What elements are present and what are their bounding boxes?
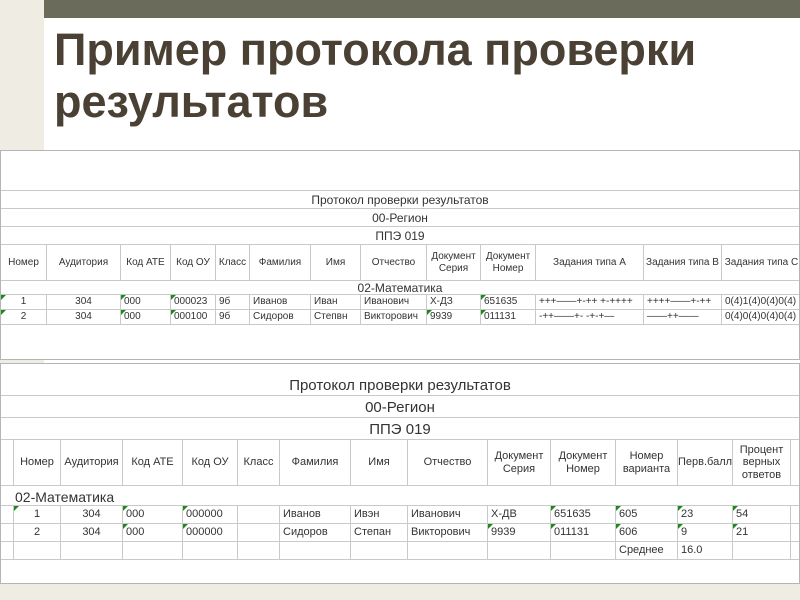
sheet2-empty-cell xyxy=(733,542,791,559)
sheet1-title-row xyxy=(1,191,799,209)
sheet2-cell: 1 xyxy=(13,506,61,523)
sheet2-region: 00-Регион xyxy=(365,399,435,416)
sheet2-blank-row xyxy=(1,364,799,374)
sheet1-blank-row xyxy=(1,151,799,191)
sheet2-header-cell: Номер варианта xyxy=(616,440,678,485)
sheet2-header-cell: Фамилия xyxy=(280,440,351,485)
sheet2-cell: 011131 xyxy=(551,524,616,541)
sheet1-cell: Степвн xyxy=(311,310,361,324)
sheet1-cell: 651635 xyxy=(481,295,536,309)
sheet1-cell: 2 xyxy=(1,310,47,324)
sheet1-cell: Сидоров xyxy=(250,310,311,324)
sheet1-cell: 1 xyxy=(1,295,47,309)
sheet1-cell: Иванович xyxy=(361,295,427,309)
sheet1-group-row xyxy=(1,281,799,295)
slide-bottom-bar xyxy=(0,584,800,600)
sheet2-header-row xyxy=(1,440,799,486)
sheet2-cell: 000 xyxy=(123,524,183,541)
sheet2-ppe: ППЭ 019 xyxy=(369,421,431,438)
sheet1-cell: 000100 xyxy=(171,310,216,324)
sheet2-empty-cell xyxy=(408,542,488,559)
slide-title xyxy=(54,24,774,128)
sheet1-cell: -++——+- -+-+— xyxy=(536,310,644,324)
slide-title-line-2: результатов xyxy=(54,76,329,127)
sheet2-cell: 2 xyxy=(13,524,61,541)
sheet1-cell: Иванов xyxy=(250,295,311,309)
sheet2-cell: 304 xyxy=(61,524,123,541)
sheet2-average-row xyxy=(1,542,799,560)
sheet1-header-cell: Код АТЕ xyxy=(121,245,171,280)
sheet2-cell: 54 xyxy=(733,506,791,523)
sheet2-empty-cell xyxy=(551,542,616,559)
sheet2-cell: Иванович xyxy=(408,506,488,523)
sheet2-empty-cell xyxy=(183,542,238,559)
sheet2-empty-cell xyxy=(13,542,61,559)
sheet2-cell xyxy=(238,506,280,523)
sheet1-header-cell: Задания типа А xyxy=(536,245,644,280)
sheet2-header-cell: Процент верных ответов xyxy=(733,440,791,485)
sheet2-header-cell: Имя xyxy=(351,440,408,485)
sheet1-header-cell: Аудитория xyxy=(47,245,121,280)
sheet2-cell: 9939 xyxy=(488,524,551,541)
sheet2-cell: 000000 xyxy=(183,506,238,523)
sheet2-empty-cell xyxy=(123,542,183,559)
sheet2-group: 02-Математика xyxy=(15,489,115,505)
sheet1-cell: 0(4)0(4)0(4)0(4) xyxy=(725,311,797,323)
sheet1-header-cell: Задания типа С xyxy=(724,256,799,268)
sheet1-region-row xyxy=(1,209,799,227)
sheet2-cell: 21 xyxy=(733,524,791,541)
table-row xyxy=(1,310,799,325)
sheet2-header-cell: Код АТЕ xyxy=(123,440,183,485)
sheet1-region: 00-Регион xyxy=(372,211,428,225)
sheet1-cell: 011131 xyxy=(481,310,536,324)
sheet2-cell: Викторович xyxy=(408,524,488,541)
sheet2-header-cell: Документ Номер xyxy=(551,440,616,485)
sheet2-header-cell: Номер xyxy=(13,440,61,485)
sheet2-empty-cell xyxy=(280,542,351,559)
sheet2-empty-cell xyxy=(351,542,408,559)
sheet2-cell: Сидоров xyxy=(280,524,351,541)
sheet1-cell: 000023 xyxy=(171,295,216,309)
sheet1-cell: Викторович xyxy=(361,310,427,324)
table-row xyxy=(1,295,799,310)
sheet1-header-cell: Отчество xyxy=(361,245,427,280)
slide-title-line-1: Пример протокола проверки xyxy=(54,24,697,75)
sheet2-cell: 651635 xyxy=(551,506,616,523)
sheet2-title-row xyxy=(1,374,799,396)
sheet2-cell: 000000 xyxy=(183,524,238,541)
sheet1-cell: 0(4)1(4)0(4)0(4) xyxy=(725,296,797,308)
sheet1-header-row xyxy=(1,245,799,281)
sheet2-cell: 9 xyxy=(678,524,733,541)
sheet2-empty-cell xyxy=(488,542,551,559)
sheet2-cell: Х-ДВ xyxy=(488,506,551,523)
sheet2-title: Протокол проверки результатов xyxy=(289,377,511,394)
sheet1-cell: Х-ДЗ xyxy=(427,295,481,309)
sheet2-average-label: Среднее xyxy=(616,542,678,559)
sheet1-cell: 9939 xyxy=(427,310,481,324)
sheet1-header-cell: Документ Серия xyxy=(427,245,481,280)
sheet1-header-cell: Фамилия xyxy=(250,245,311,280)
sheet2-header-cell: Отчество xyxy=(408,440,488,485)
sheet1-cell: Иван xyxy=(311,295,361,309)
sheet1-header-cell: Класс xyxy=(216,245,250,280)
sheet2-empty-cell xyxy=(61,542,123,559)
sheet2-average-value: 16.0 xyxy=(678,542,733,559)
sheet1-header-cell: Имя xyxy=(311,245,361,280)
sheet2-cell: 23 xyxy=(678,506,733,523)
sheet1-cell: ——++—— xyxy=(644,310,722,324)
sheet1-group: 02-Математика xyxy=(357,281,443,295)
sheet2-cell: 605 xyxy=(616,506,678,523)
sheet2-header-cell: Перв.балл xyxy=(678,440,733,485)
sheet2-cell: 304 xyxy=(61,506,123,523)
sheet1-cell: 304 xyxy=(47,295,121,309)
sheet1-header-cell: Код ОУ xyxy=(171,245,216,280)
sheet1-cell: 9б xyxy=(216,295,250,309)
table-row xyxy=(1,506,799,524)
sheet2-cell: Ивэн xyxy=(351,506,408,523)
sheet2-cell: Степан xyxy=(351,524,408,541)
sheet1-cell: 000 xyxy=(121,310,171,324)
sheet1-title: Протокол проверки результатов xyxy=(311,193,489,207)
sheet1-cell: 9б xyxy=(216,310,250,324)
protocol-sheet-2 xyxy=(0,363,800,584)
sheet2-cell: 606 xyxy=(616,524,678,541)
sheet2-cell: 000 xyxy=(123,506,183,523)
protocol-sheet-1 xyxy=(0,150,800,360)
sheet2-cell: Иванов xyxy=(280,506,351,523)
sheet1-cell: 304 xyxy=(47,310,121,324)
sheet1-header-cell: Номер xyxy=(1,245,47,280)
sheet1-cell: 000 xyxy=(121,295,171,309)
sheet1-ppe-row xyxy=(1,227,799,245)
sheet2-group-row xyxy=(1,486,799,506)
sheet2-cell xyxy=(238,524,280,541)
table-row xyxy=(1,524,799,542)
sheet1-header-cell: Задания типа В xyxy=(644,245,722,280)
sheet2-region-row xyxy=(1,396,799,418)
sheet1-cell: ++++——+-++ xyxy=(644,295,722,309)
sheet2-empty-cell xyxy=(238,542,280,559)
sheet2-ppe-row xyxy=(1,418,799,440)
sheet1-cell: +++——+-++ +-++++ xyxy=(536,295,644,309)
sheet1-header-cell: Документ Номер xyxy=(481,245,536,280)
slide-top-bar xyxy=(44,0,800,18)
sheet1-ppe: ППЭ 019 xyxy=(375,229,425,243)
sheet2-header-cell: Класс xyxy=(238,440,280,485)
sheet2-header-cell: Документ Серия xyxy=(488,440,551,485)
sheet2-header-cell: Аудитория xyxy=(61,440,123,485)
sheet2-header-cell: Код ОУ xyxy=(183,440,238,485)
